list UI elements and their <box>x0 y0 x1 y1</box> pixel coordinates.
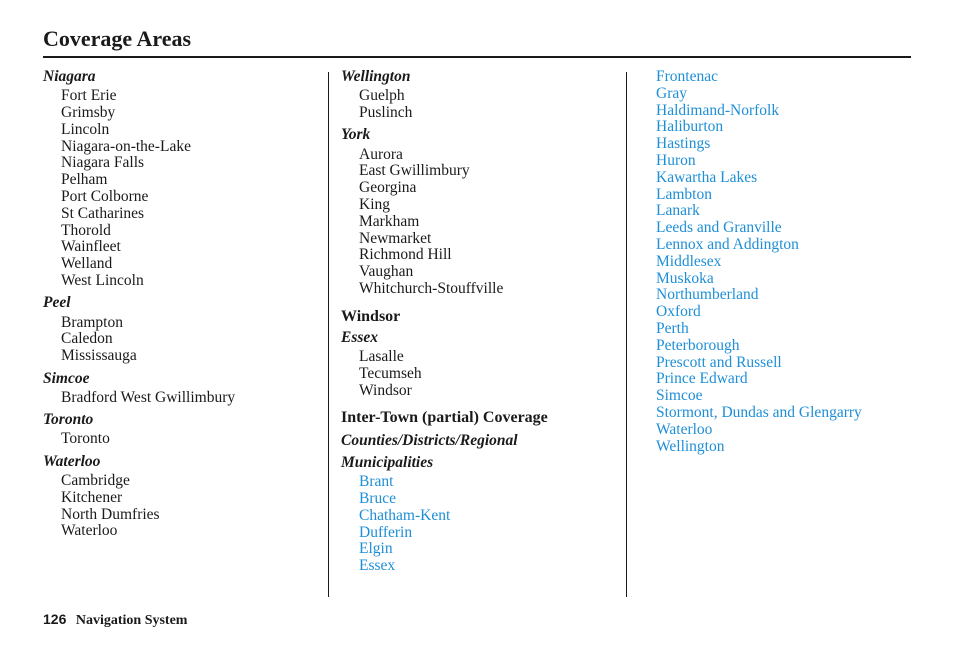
county-link[interactable]: Bruce <box>359 489 397 507</box>
section-heading-windsor: Windsor <box>341 307 401 325</box>
county-link[interactable]: Waterloo <box>656 420 713 438</box>
city-item: Waterloo <box>61 522 118 540</box>
city-item: Bradford West Gwillimbury <box>61 388 236 406</box>
county-link[interactable]: Huron <box>656 151 696 169</box>
county-link[interactable]: Essex <box>359 557 396 575</box>
column-divider-2 <box>626 72 627 597</box>
region-group <box>43 371 318 407</box>
city-item: Markham <box>359 212 420 230</box>
city-item: Vaughan <box>359 263 414 281</box>
city-item: West Lincoln <box>61 272 144 290</box>
county-link[interactable]: Lennox and Addington <box>656 235 799 253</box>
city-item: Wainfleet <box>61 238 121 256</box>
county-link[interactable]: Wellington <box>656 437 725 455</box>
region-group <box>341 69 616 122</box>
county-link-list <box>341 474 616 575</box>
city-item: Toronto <box>61 430 110 448</box>
region-heading-toronto: Toronto <box>43 411 94 429</box>
county-link[interactable]: Prince Edward <box>656 370 748 388</box>
county-link[interactable]: Frontenac <box>656 68 718 85</box>
page-title: Coverage Areas <box>43 26 192 51</box>
county-link[interactable]: Prescott and Russell <box>656 353 782 371</box>
column-2 <box>341 69 616 575</box>
city-item: Welland <box>61 255 113 273</box>
county-link[interactable]: Oxford <box>656 303 701 321</box>
page-number: 126 <box>43 611 67 627</box>
city-item: Whitchurch-Stouffville <box>359 280 504 298</box>
city-item: Mississauga <box>61 347 137 365</box>
county-link[interactable]: Gray <box>656 84 687 102</box>
region-group <box>341 127 616 297</box>
county-link[interactable]: Lanark <box>656 202 700 220</box>
section-heading-intertown: Inter-Town (partial) Coverage <box>341 409 548 427</box>
subheading-counties: Counties/Districts/Regional <box>341 432 518 450</box>
city-item: Newmarket <box>359 229 432 247</box>
column-divider-1 <box>328 72 329 597</box>
column-3 <box>656 69 916 455</box>
county-link[interactable]: Haldimand-Norfolk <box>656 101 780 119</box>
city-item: Windsor <box>359 381 412 399</box>
city-item: King <box>359 196 390 214</box>
county-link[interactable]: Lambton <box>656 185 712 203</box>
county-link[interactable]: Hastings <box>656 135 711 153</box>
city-item: Thorold <box>61 221 111 239</box>
county-link[interactable]: Leeds and Granville <box>656 219 782 237</box>
city-item: Lasalle <box>359 347 404 365</box>
county-link[interactable]: Simcoe <box>656 387 703 405</box>
county-link[interactable]: Kawartha Lakes <box>656 168 758 186</box>
county-link[interactable]: Northumberland <box>656 286 759 304</box>
region-heading-peel: Peel <box>43 294 71 312</box>
city-item: East Gwillimbury <box>359 162 470 180</box>
region-group <box>341 330 616 400</box>
city-item: Port Colborne <box>61 188 149 206</box>
city-item: North Dumfries <box>61 505 160 523</box>
city-item: Caledon <box>61 330 113 348</box>
county-link[interactable]: Peterborough <box>656 336 740 354</box>
region-group <box>43 412 318 448</box>
city-item: Fort Erie <box>61 87 117 105</box>
city-item: Lincoln <box>61 120 110 138</box>
column-1 <box>43 69 318 540</box>
city-item: Richmond Hill <box>359 246 452 264</box>
region-heading-essex: Essex <box>341 328 379 346</box>
subheading-municipalities: Municipalities <box>341 454 434 472</box>
region-heading-simcoe: Simcoe <box>43 369 90 387</box>
region-heading-niagara: Niagara <box>43 68 96 85</box>
city-item: Brampton <box>61 313 123 331</box>
region-group <box>43 454 318 540</box>
county-link[interactable]: Middlesex <box>656 252 722 270</box>
county-link[interactable]: Perth <box>656 319 689 337</box>
county-link[interactable]: Chatham-Kent <box>359 506 451 524</box>
county-link-list <box>656 69 916 455</box>
city-item: Tecumseh <box>359 364 422 382</box>
title-rule <box>43 56 911 58</box>
city-item: St Catharines <box>61 204 145 222</box>
city-item: Niagara Falls <box>61 154 145 172</box>
city-item: Grimsby <box>61 104 116 122</box>
city-item: Kitchener <box>61 488 123 506</box>
county-link[interactable]: Stormont, Dundas and Glengarry <box>656 403 862 421</box>
region-heading-wellington: Wellington <box>341 68 411 85</box>
page-footer <box>43 611 187 629</box>
region-heading-waterloo: Waterloo <box>43 452 101 470</box>
city-item: Cambridge <box>61 472 130 490</box>
city-item: Guelph <box>359 87 405 105</box>
region-heading-york: York <box>341 126 371 144</box>
city-item: Georgina <box>359 179 417 197</box>
city-item: Niagara-on-the-Lake <box>61 137 191 155</box>
county-link[interactable]: Muskoka <box>656 269 714 287</box>
county-link[interactable]: Elgin <box>359 540 393 558</box>
city-item: Puslinch <box>359 104 413 122</box>
county-link[interactable]: Brant <box>359 473 394 491</box>
county-link[interactable]: Haliburton <box>656 118 724 136</box>
region-group <box>43 295 318 365</box>
city-item: Aurora <box>359 145 403 163</box>
city-item: Pelham <box>61 171 108 189</box>
region-group <box>43 69 318 290</box>
county-link[interactable]: Dufferin <box>359 523 413 541</box>
footer-section-title: Navigation System <box>75 613 188 628</box>
